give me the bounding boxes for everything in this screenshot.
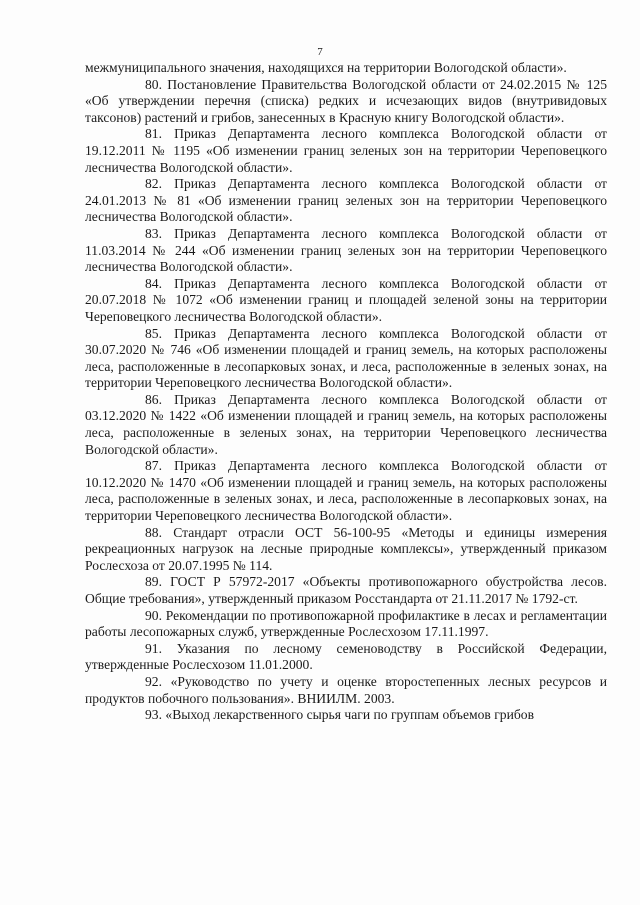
paragraph-number: 80. xyxy=(145,76,162,92)
paragraph-number: 89. xyxy=(145,574,162,590)
paragraph-number: 85. xyxy=(145,325,162,341)
paragraph-text: Приказ Департамента лесного комплекса Вологодской области от 10.12.2020 № 1470 «Об изменении площадей и границ земель, на которых расположены леса, расположенные в зеленых зонах, и леса, расположенные в лесопарковых зонах, на территории Череповецкого лесничества Вологодской области». xyxy=(85,458,607,524)
page-number: 7 xyxy=(317,46,323,58)
paragraph-text: ГОСТ Р 57972-2017 «Объекты противопожарного обустройства лесов. Общие требования», утвержденный приказом Росстандарта от 21.11.2017 № 1792-ст. xyxy=(85,574,607,606)
paragraph-number: 81. xyxy=(145,126,162,142)
paragraph-text: Указания по лесному семеноводству в Российской Федерации, утвержденные Рослесхозом 11.01.2000. xyxy=(85,640,607,673)
document-body xyxy=(85,60,607,724)
paragraph-text: Стандарт отрасли ОСТ 56-100-95 «Методы и единицы измерения рекреационных нагрузок на лесные природные комплексы», утвержденный приказом Рослесхоза от 20.07.1995 № 114. xyxy=(85,524,607,573)
paragraph-text: Приказ Департамента лесного комплекса Вологодской области от 20.07.2018 № 1072 «Об изменении границ и площадей зеленой зоны на территории Череповецкого лесничества Вологодской области». xyxy=(85,275,607,324)
paragraph-text: межмуниципального значения, находящихся на территории Вологодской области». xyxy=(85,60,567,75)
paragraph-92 xyxy=(85,674,607,707)
paragraph-89 xyxy=(85,574,607,607)
paragraph-text: Приказ Департамента лесного комплекса Вологодской области от 11.03.2014 № 244 «Об изменении границ зеленых зон на территории Череповецкого лесничества Вологодской области». xyxy=(85,225,607,275)
paragraph-text: Постановление Правительства Вологодской области от 24.02.2015 № 125 «Об утверждении перечня (списка) редких и исчезающих видов (внутривидовых таксонов) растений и грибов, занесенных в Красную книгу Вологодской области». xyxy=(85,76,607,125)
paragraph-number: 92. xyxy=(145,673,162,689)
paragraph-number: 88. xyxy=(145,524,162,540)
paragraph-number: 87. xyxy=(145,458,162,474)
paragraph-87 xyxy=(85,458,607,524)
paragraph-text: Рекомендации по противопожарной профилактике в лесах и регламентации работы лесопожарных служб, утвержденные Рослесхозом 17.11.1997. xyxy=(85,607,607,640)
paragraph-text: Приказ Департамента лесного комплекса Вологодской области от 24.01.2013 № 81 «Об изменении границ зеленых зон на территории Череповецкого лесничества Вологодской области». xyxy=(85,176,607,225)
paragraph-86 xyxy=(85,392,607,458)
paragraph-number: 86. xyxy=(145,391,162,407)
paragraph-81 xyxy=(85,126,607,176)
paragraph-number: 83. xyxy=(145,225,162,241)
paragraph-80 xyxy=(85,77,607,127)
paragraph-88 xyxy=(85,525,607,575)
paragraph-90 xyxy=(85,608,607,641)
paragraph-82 xyxy=(85,176,607,226)
paragraph-text: Приказ Департамента лесного комплекса Вологодской области от 19.12.2011 № 1195 «Об изменении границ зеленых зон на территории Череповецкого лесничества Вологодской области». xyxy=(85,126,607,175)
paragraph-text: «Выход лекарственного сырья чаги по группам объемов грибов xyxy=(165,707,534,723)
paragraph-91 xyxy=(85,641,607,674)
paragraph-number: 82. xyxy=(145,176,162,192)
paragraph-93 xyxy=(85,707,607,724)
paragraph-83 xyxy=(85,226,607,276)
paragraph-text: Приказ Департамента лесного комплекса Вологодской области от 30.07.2020 № 746 «Об изменении площадей и границ земель, на которых расположены леса, расположенные в лесопарковых зонах, и леса, расположенные в зеленых зонах, на территории Череповецкого лесничества Вологодской области». xyxy=(85,325,607,391)
paragraph-84 xyxy=(85,276,607,326)
paragraph-number: 91. xyxy=(145,640,162,656)
paragraph-number: 93. xyxy=(145,707,162,723)
paragraph-number: 84. xyxy=(145,275,162,291)
paragraph-85 xyxy=(85,326,607,392)
paragraph-text: Приказ Департамента лесного комплекса Вологодской области от 03.12.2020 № 1422 «Об изменении площадей и границ земель, на которых расположены леса, расположенные в зеленых зонах, на территории Череповецкого лесничества Вологодской области». xyxy=(85,391,607,457)
paragraph-text: «Руководство по учету и оценке второстепенных лесных ресурсов и продуктов побочного пользования». ВНИИЛМ. 2003. xyxy=(85,673,608,706)
paragraph-number: 90. xyxy=(145,607,162,623)
paragraph-continuation xyxy=(85,60,607,77)
